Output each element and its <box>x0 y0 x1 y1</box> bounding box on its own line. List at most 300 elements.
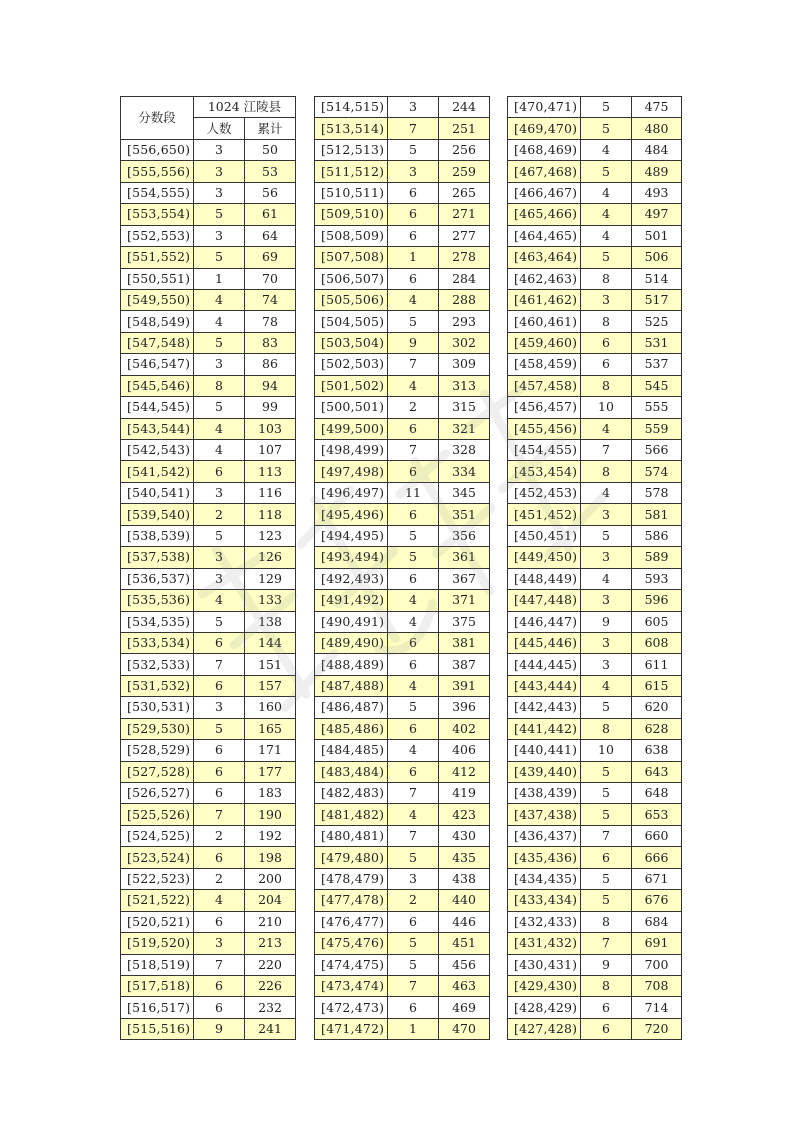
score-range-cell: [514,515) <box>315 97 388 118</box>
score-range-cell: [540,541) <box>121 482 194 503</box>
table-row <box>121 504 296 525</box>
table-row <box>508 933 682 954</box>
table-row <box>508 890 682 911</box>
score-range-cell: [467,468) <box>508 161 581 182</box>
score-range-cell: [483,484) <box>315 761 388 782</box>
table-row <box>508 740 682 761</box>
score-range-cell: [538,539) <box>121 525 194 546</box>
count-cell: 7 <box>194 804 245 825</box>
cumulative-cell: 50 <box>245 139 296 160</box>
cumulative-cell: 497 <box>632 204 682 225</box>
table-row <box>121 975 296 996</box>
cumulative-cell: 381 <box>439 632 490 653</box>
cumulative-cell: 446 <box>439 911 490 932</box>
score-table-column-2 <box>314 96 490 1040</box>
score-range-cell: [461,462) <box>508 289 581 310</box>
score-range-cell: [515,516) <box>121 1018 194 1039</box>
cumulative-cell: 157 <box>245 675 296 696</box>
count-cell: 3 <box>388 868 439 889</box>
cumulative-cell: 220 <box>245 954 296 975</box>
table-row <box>315 289 490 310</box>
cumulative-cell: 61 <box>245 204 296 225</box>
count-cell: 4 <box>581 675 632 696</box>
score-range-cell: [521,522) <box>121 890 194 911</box>
score-range-cell: [471,472) <box>315 1018 388 1039</box>
score-range-cell: [481,482) <box>315 804 388 825</box>
score-range-cell: [547,548) <box>121 332 194 353</box>
score-range-cell: [458,459) <box>508 354 581 375</box>
score-range-cell: [468,469) <box>508 139 581 160</box>
table-row <box>315 118 490 139</box>
score-range-cell: [497,498) <box>315 461 388 482</box>
score-range-cell: [501,502) <box>315 375 388 396</box>
score-range-cell: [543,544) <box>121 418 194 439</box>
table-row <box>121 139 296 160</box>
cumulative-cell: 671 <box>632 868 682 889</box>
cumulative-cell: 419 <box>439 783 490 804</box>
cumulative-cell: 69 <box>245 247 296 268</box>
cumulative-cell: 126 <box>245 547 296 568</box>
score-range-cell: [504,505) <box>315 311 388 332</box>
score-range-cell: [444,445) <box>508 654 581 675</box>
table-row <box>121 182 296 203</box>
count-cell: 1 <box>388 1018 439 1039</box>
count-cell: 5 <box>581 783 632 804</box>
count-cell: 4 <box>581 139 632 160</box>
count-cell: 4 <box>194 890 245 911</box>
cumulative-cell: 113 <box>245 461 296 482</box>
cumulative-cell: 593 <box>632 568 682 589</box>
cumulative-cell: 118 <box>245 504 296 525</box>
score-range-cell: [436,437) <box>508 825 581 846</box>
score-range-cell: [522,523) <box>121 868 194 889</box>
table-row <box>315 97 490 118</box>
cumulative-cell: 293 <box>439 311 490 332</box>
cumulative-cell: 210 <box>245 911 296 932</box>
table-row <box>315 675 490 696</box>
count-cell: 8 <box>581 718 632 739</box>
table-row <box>508 375 682 396</box>
score-range-cell: [470,471) <box>508 97 581 118</box>
cumulative-cell: 151 <box>245 654 296 675</box>
cumulative-cell: 288 <box>439 289 490 310</box>
count-cell: 5 <box>581 161 632 182</box>
score-range-cell: [428,429) <box>508 997 581 1018</box>
score-range-cell: [525,526) <box>121 804 194 825</box>
cumulative-cell: 334 <box>439 461 490 482</box>
cumulative-cell: 70 <box>245 268 296 289</box>
count-cell: 7 <box>388 783 439 804</box>
count-cell: 3 <box>194 547 245 568</box>
score-range-cell: [499,500) <box>315 418 388 439</box>
cumulative-cell: 514 <box>632 268 682 289</box>
count-cell: 3 <box>194 225 245 246</box>
table-row <box>121 590 296 611</box>
count-cell: 5 <box>194 397 245 418</box>
count-cell: 1 <box>194 268 245 289</box>
table-row <box>508 225 682 246</box>
cumulative-cell: 309 <box>439 354 490 375</box>
table-row <box>121 482 296 503</box>
table-row <box>508 783 682 804</box>
cumulative-cell: 271 <box>439 204 490 225</box>
count-cell: 6 <box>388 268 439 289</box>
cumulative-cell: 412 <box>439 761 490 782</box>
cumulative-cell: 83 <box>245 332 296 353</box>
cumulative-cell: 86 <box>245 354 296 375</box>
score-range-cell: [542,543) <box>121 440 194 461</box>
table-row <box>508 954 682 975</box>
cumulative-cell: 302 <box>439 332 490 353</box>
cumulative-cell: 402 <box>439 718 490 739</box>
table-row <box>315 783 490 804</box>
score-range-cell: [486,487) <box>315 697 388 718</box>
count-cell: 5 <box>194 718 245 739</box>
count-cell: 6 <box>388 504 439 525</box>
table-row <box>121 268 296 289</box>
score-range-cell: [500,501) <box>315 397 388 418</box>
count-cell: 5 <box>194 611 245 632</box>
cumulative-cell: 74 <box>245 289 296 310</box>
score-range-cell: [519,520) <box>121 933 194 954</box>
cumulative-cell: 566 <box>632 440 682 461</box>
count-cell: 7 <box>194 654 245 675</box>
score-range-cell: [463,464) <box>508 247 581 268</box>
score-range-cell: [466,467) <box>508 182 581 203</box>
table-row <box>121 204 296 225</box>
cumulative-cell: 284 <box>439 268 490 289</box>
table-row <box>315 825 490 846</box>
table-row <box>508 311 682 332</box>
score-range-cell: [479,480) <box>315 847 388 868</box>
score-range-cell: [442,443) <box>508 697 581 718</box>
table-row <box>508 697 682 718</box>
cumulative-cell: 638 <box>632 740 682 761</box>
score-range-cell: [502,503) <box>315 354 388 375</box>
table-row <box>508 547 682 568</box>
count-cell: 4 <box>581 418 632 439</box>
count-cell: 5 <box>194 332 245 353</box>
count-cell: 7 <box>581 933 632 954</box>
count-cell: 3 <box>194 161 245 182</box>
count-cell: 6 <box>581 332 632 353</box>
cumulative-cell: 356 <box>439 525 490 546</box>
score-range-cell: [477,478) <box>315 890 388 911</box>
table-row <box>121 997 296 1018</box>
table-row <box>315 868 490 889</box>
table-row <box>508 461 682 482</box>
table-row <box>315 697 490 718</box>
score-range-cell: [534,535) <box>121 611 194 632</box>
count-cell: 9 <box>581 954 632 975</box>
count-cell: 10 <box>581 397 632 418</box>
table-row <box>315 204 490 225</box>
table-row <box>315 590 490 611</box>
score-range-cell: [518,519) <box>121 954 194 975</box>
count-cell: 5 <box>388 525 439 546</box>
score-range-cell: [450,451) <box>508 525 581 546</box>
table-row <box>121 568 296 589</box>
score-range-cell: [491,492) <box>315 590 388 611</box>
score-range-cell: [526,527) <box>121 783 194 804</box>
cumulative-cell: 371 <box>439 590 490 611</box>
cumulative-cell: 375 <box>439 611 490 632</box>
count-cell: 6 <box>388 654 439 675</box>
cumulative-cell: 451 <box>439 933 490 954</box>
count-cell: 6 <box>388 182 439 203</box>
count-cell: 3 <box>581 547 632 568</box>
score-table-column-1 <box>120 96 296 1040</box>
score-range-cell: [441,442) <box>508 718 581 739</box>
table-row <box>121 740 296 761</box>
count-cell: 5 <box>581 804 632 825</box>
count-cell: 7 <box>388 825 439 846</box>
table-row <box>508 418 682 439</box>
count-cell: 5 <box>388 139 439 160</box>
count-cell: 3 <box>194 568 245 589</box>
count-cell: 6 <box>388 761 439 782</box>
cumulative-cell: 129 <box>245 568 296 589</box>
cumulative-cell: 611 <box>632 654 682 675</box>
table-row <box>315 761 490 782</box>
table-row <box>121 804 296 825</box>
score-range-cell: [523,524) <box>121 847 194 868</box>
count-cell: 7 <box>388 975 439 996</box>
table-row <box>121 933 296 954</box>
cumulative-cell: 586 <box>632 525 682 546</box>
count-cell: 11 <box>388 482 439 503</box>
table-row <box>315 375 490 396</box>
cumulative-cell: 160 <box>245 697 296 718</box>
count-cell: 3 <box>194 182 245 203</box>
table-row <box>315 182 490 203</box>
score-range-cell: [429,430) <box>508 975 581 996</box>
table-row <box>508 568 682 589</box>
count-cell: 6 <box>194 740 245 761</box>
table-row <box>508 847 682 868</box>
table-row <box>121 783 296 804</box>
score-range-cell: [476,477) <box>315 911 388 932</box>
score-range-cell: [520,521) <box>121 911 194 932</box>
cumulative-cell: 133 <box>245 590 296 611</box>
cumulative-cell: 165 <box>245 718 296 739</box>
table-row <box>315 482 490 503</box>
table-row <box>121 911 296 932</box>
table-row <box>315 568 490 589</box>
cumulative-cell: 470 <box>439 1018 490 1039</box>
count-cell: 4 <box>194 311 245 332</box>
table-row <box>315 933 490 954</box>
count-cell: 7 <box>388 440 439 461</box>
score-range-cell: [456,457) <box>508 397 581 418</box>
score-range-cell: [443,444) <box>508 675 581 696</box>
count-cell: 7 <box>194 954 245 975</box>
table-row <box>315 161 490 182</box>
cumulative-cell: 545 <box>632 375 682 396</box>
cumulative-cell: 559 <box>632 418 682 439</box>
count-cell: 4 <box>194 289 245 310</box>
count-cell: 5 <box>581 868 632 889</box>
count-cell: 7 <box>388 354 439 375</box>
cumulative-cell: 517 <box>632 289 682 310</box>
count-cell: 6 <box>581 354 632 375</box>
table-row <box>508 761 682 782</box>
table-row <box>315 139 490 160</box>
cumulative-cell: 367 <box>439 568 490 589</box>
table-row <box>121 761 296 782</box>
table-row <box>315 911 490 932</box>
table-row <box>508 632 682 653</box>
count-cell: 9 <box>388 332 439 353</box>
table-row <box>508 182 682 203</box>
table-header-row <box>121 97 296 118</box>
table-row <box>315 847 490 868</box>
count-cell: 3 <box>581 590 632 611</box>
cumulative-cell: 345 <box>439 482 490 503</box>
table-row <box>121 161 296 182</box>
score-range-cell: [495,496) <box>315 504 388 525</box>
table-row <box>315 997 490 1018</box>
table-row <box>121 632 296 653</box>
cumulative-cell: 198 <box>245 847 296 868</box>
score-range-cell: [492,493) <box>315 568 388 589</box>
cumulative-cell: 676 <box>632 890 682 911</box>
cumulative-cell: 277 <box>439 225 490 246</box>
count-cell: 1 <box>388 247 439 268</box>
table-row <box>508 139 682 160</box>
score-range-cell: [451,452) <box>508 504 581 525</box>
table-row <box>121 611 296 632</box>
table-row <box>508 911 682 932</box>
score-range-cell: [552,553) <box>121 225 194 246</box>
table-row <box>315 332 490 353</box>
table-row <box>508 204 682 225</box>
score-range-cell: [488,489) <box>315 654 388 675</box>
score-range-cell: [446,447) <box>508 611 581 632</box>
score-range-cell: [535,536) <box>121 590 194 611</box>
table-row <box>121 890 296 911</box>
table-row <box>121 418 296 439</box>
cumulative-cell: 501 <box>632 225 682 246</box>
cumulative-cell: 387 <box>439 654 490 675</box>
cumulative-header: 累计 <box>245 118 296 139</box>
cumulative-cell: 720 <box>632 1018 682 1039</box>
count-cell: 5 <box>581 118 632 139</box>
cumulative-cell: 177 <box>245 761 296 782</box>
score-range-cell: [539,540) <box>121 504 194 525</box>
score-range-cell: [448,449) <box>508 568 581 589</box>
count-cell: 6 <box>194 997 245 1018</box>
cumulative-cell: 351 <box>439 504 490 525</box>
score-range-cell: [527,528) <box>121 761 194 782</box>
count-cell: 6 <box>388 568 439 589</box>
cumulative-cell: 708 <box>632 975 682 996</box>
score-range-cell: [438,439) <box>508 783 581 804</box>
score-range-cell: [489,490) <box>315 632 388 653</box>
score-range-cell: [516,517) <box>121 997 194 1018</box>
table-row <box>508 525 682 546</box>
table-row <box>315 890 490 911</box>
cumulative-cell: 578 <box>632 482 682 503</box>
count-cell: 4 <box>194 418 245 439</box>
score-range-cell: [440,441) <box>508 740 581 761</box>
score-range-cell: [447,448) <box>508 590 581 611</box>
count-cell: 3 <box>194 139 245 160</box>
cumulative-cell: 192 <box>245 825 296 846</box>
table-row <box>508 332 682 353</box>
score-range-cell: [474,475) <box>315 954 388 975</box>
count-cell: 5 <box>581 761 632 782</box>
count-cell: 5 <box>581 97 632 118</box>
score-range-cell: [545,546) <box>121 375 194 396</box>
score-range-cell: [554,555) <box>121 182 194 203</box>
county-header: 1024 江陵县 <box>194 97 296 118</box>
count-cell: 8 <box>581 975 632 996</box>
count-cell: 6 <box>194 632 245 653</box>
count-cell: 6 <box>388 632 439 653</box>
table-row <box>508 161 682 182</box>
table-row <box>121 461 296 482</box>
count-cell: 2 <box>388 397 439 418</box>
score-range-cell: [532,533) <box>121 654 194 675</box>
cumulative-cell: 714 <box>632 997 682 1018</box>
score-range-cell: [433,434) <box>508 890 581 911</box>
count-cell: 6 <box>194 461 245 482</box>
count-cell: 5 <box>581 525 632 546</box>
score-range-cell: [503,504) <box>315 332 388 353</box>
cumulative-cell: 684 <box>632 911 682 932</box>
table-row <box>121 525 296 546</box>
table-row <box>508 1018 682 1039</box>
cumulative-cell: 531 <box>632 332 682 353</box>
count-cell: 6 <box>388 461 439 482</box>
count-cell: 5 <box>581 247 632 268</box>
count-cell: 5 <box>388 547 439 568</box>
score-range-cell: [439,440) <box>508 761 581 782</box>
score-range-cell: [485,486) <box>315 718 388 739</box>
count-header: 人数 <box>194 118 245 139</box>
score-range-cell: [473,474) <box>315 975 388 996</box>
table-row <box>315 440 490 461</box>
count-cell: 6 <box>388 204 439 225</box>
cumulative-cell: 660 <box>632 825 682 846</box>
count-cell: 3 <box>194 933 245 954</box>
score-range-cell: [465,466) <box>508 204 581 225</box>
table-row <box>315 611 490 632</box>
cumulative-cell: 430 <box>439 825 490 846</box>
table-row <box>508 440 682 461</box>
count-cell: 8 <box>581 911 632 932</box>
score-range-cell: [507,508) <box>315 247 388 268</box>
table-row <box>508 97 682 118</box>
cumulative-cell: 555 <box>632 397 682 418</box>
count-cell: 3 <box>194 354 245 375</box>
count-cell: 4 <box>581 182 632 203</box>
table-row <box>315 525 490 546</box>
table-row <box>508 397 682 418</box>
score-range-cell: [533,534) <box>121 632 194 653</box>
cumulative-cell: 643 <box>632 761 682 782</box>
count-cell: 8 <box>581 461 632 482</box>
cumulative-cell: 537 <box>632 354 682 375</box>
score-range-cell: [437,438) <box>508 804 581 825</box>
score-range-cell: [482,483) <box>315 783 388 804</box>
score-range-cell: [549,550) <box>121 289 194 310</box>
cumulative-cell: 620 <box>632 697 682 718</box>
score-range-cell: [472,473) <box>315 997 388 1018</box>
score-range-cell: [432,433) <box>508 911 581 932</box>
count-cell: 3 <box>581 654 632 675</box>
